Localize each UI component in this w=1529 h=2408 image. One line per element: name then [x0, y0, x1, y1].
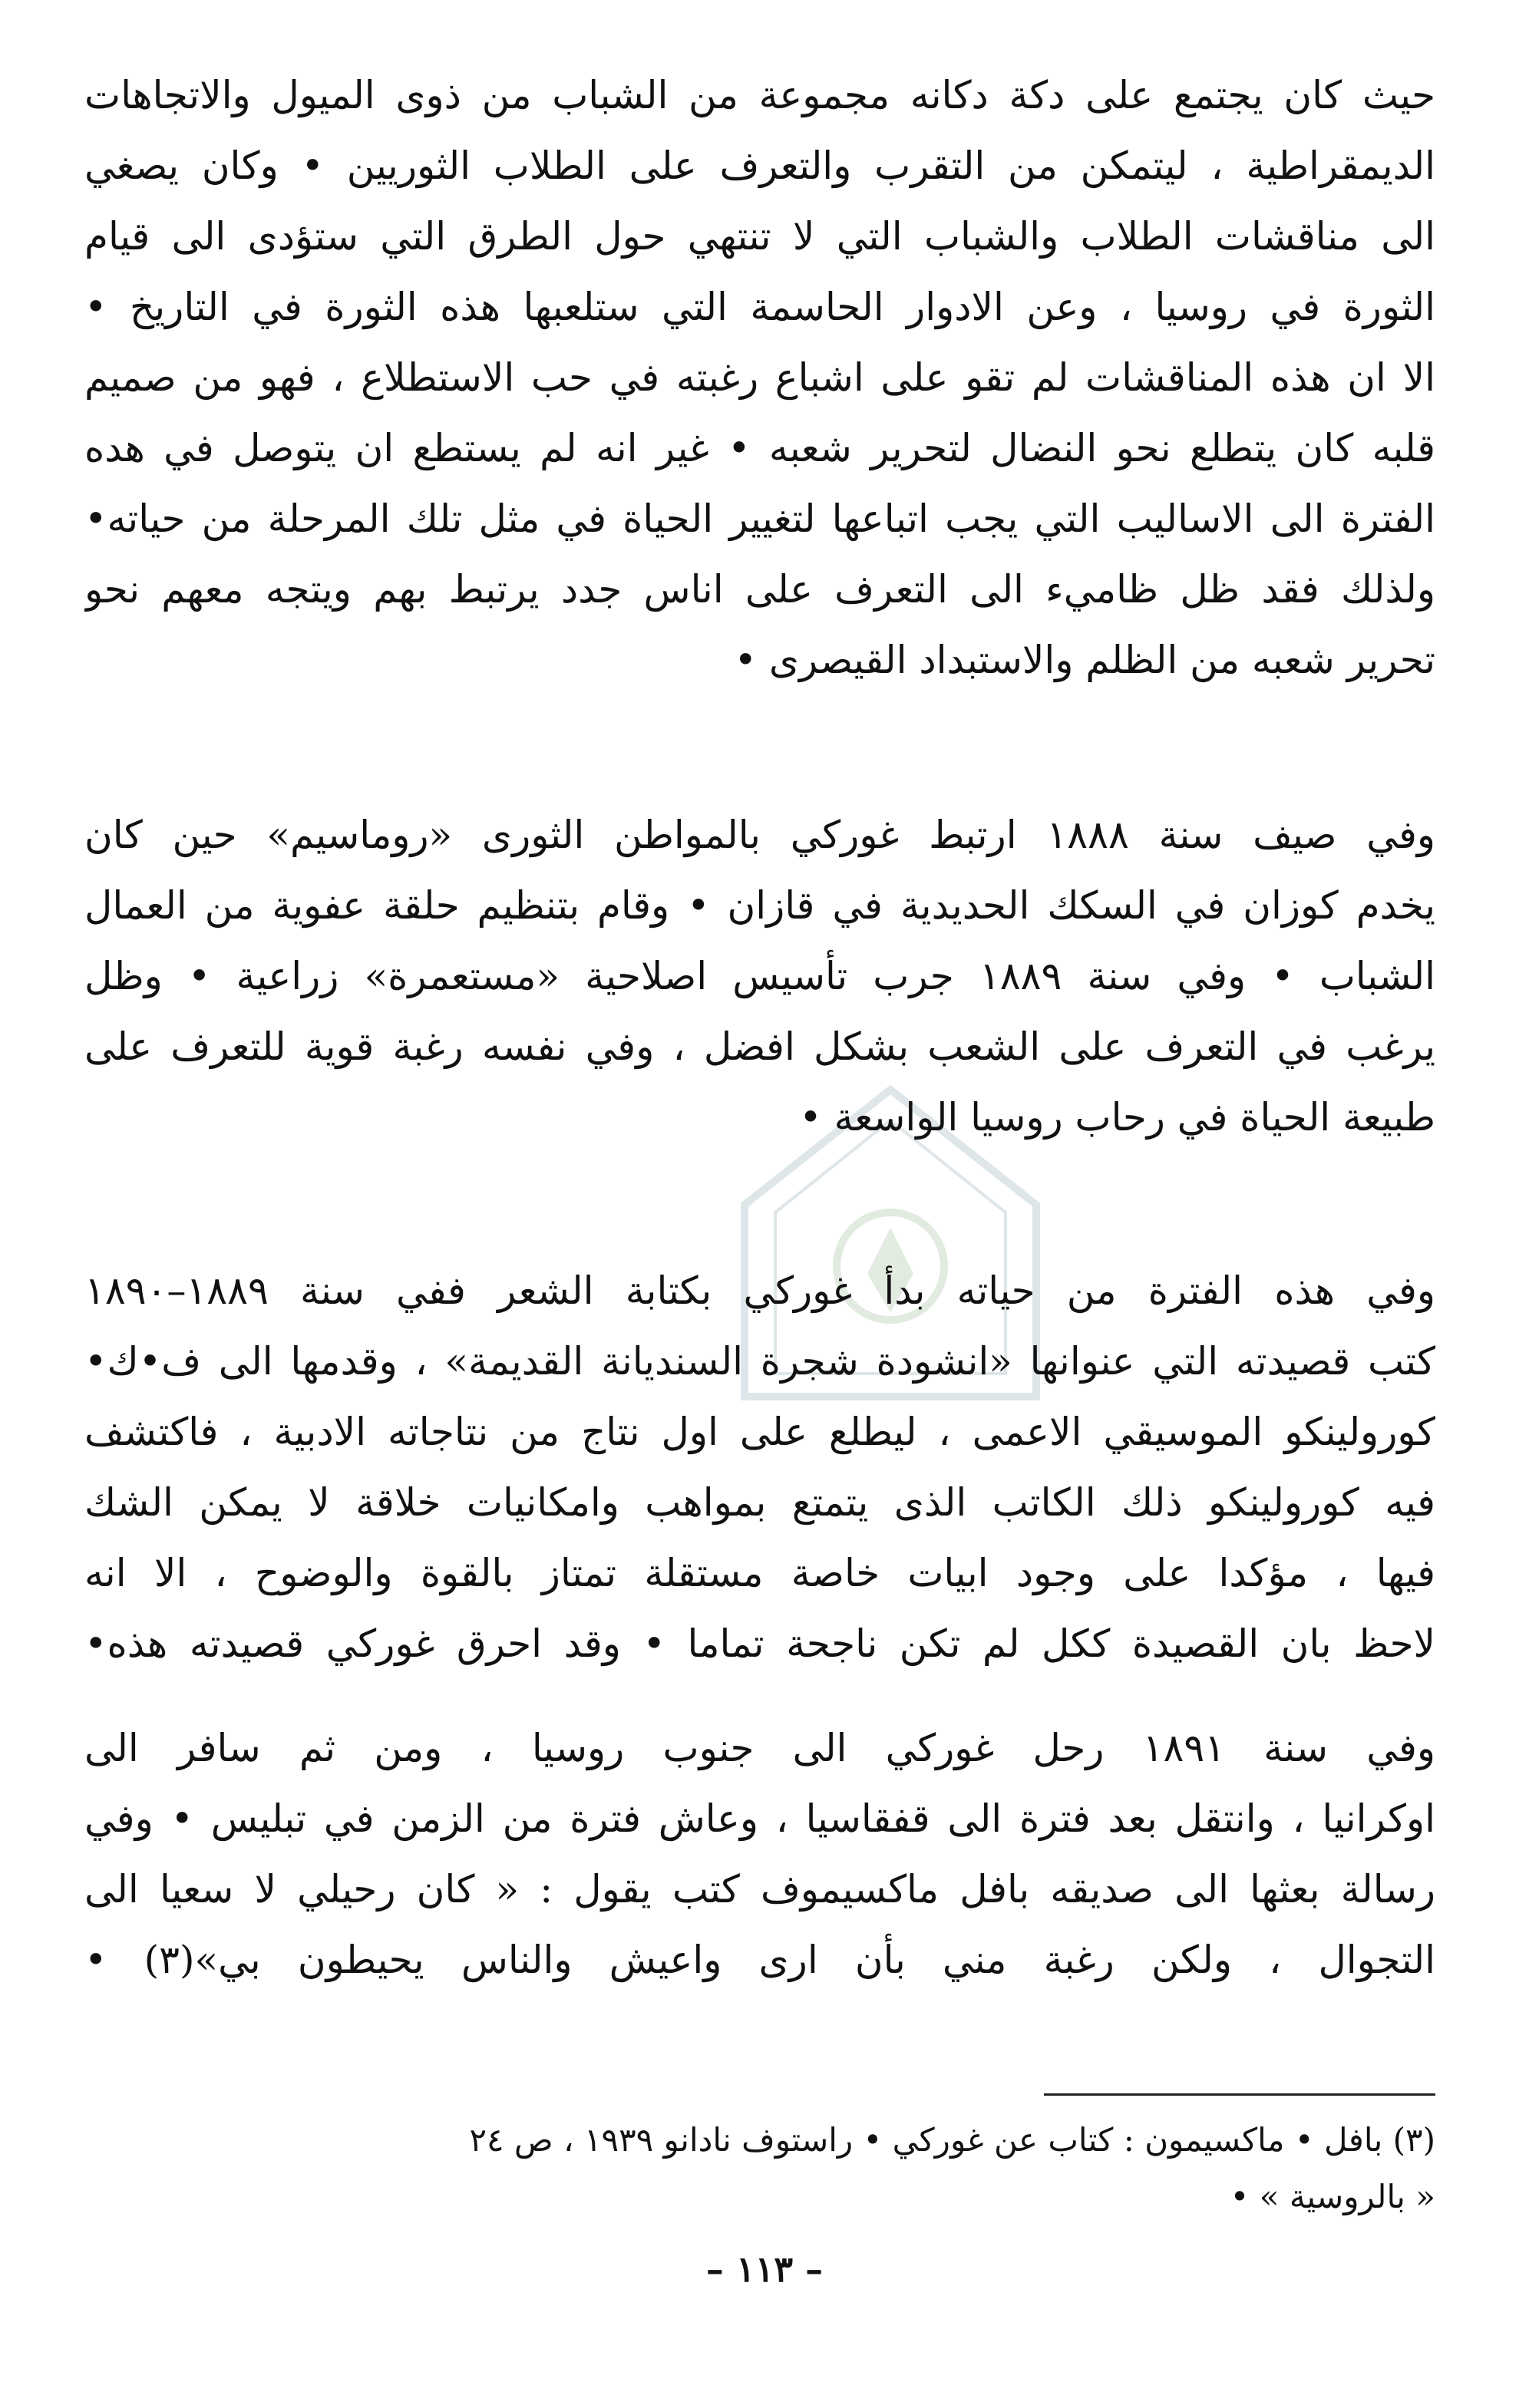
text-line: الديمقراطية ، ليتمكن من التقرب والتعرف على الطلاب الثوريين • وكان يصغي: [84, 143, 1435, 188]
text-line: تحرير شعبه من الظلم والاستبداد القيصرى •: [734, 638, 1435, 682]
text-line: لاحظ بان القصيدة ككل لم تكن ناجحة تماما • وقد احرق غوركي قصيدته هذه•: [84, 1621, 1435, 1666]
text-line: يخدم كوزان في السكك الحديدية في قازان • وقام بتنظيم حلقة عفوية من العمال: [84, 883, 1435, 928]
text-line: فيه كورولينكو ذلك الكاتب الذى يتمتع بمواهب وامكانيات خلاقة لا يمكن الشك: [84, 1480, 1435, 1525]
text-line: حيث كان يجتمع على دكة دكانه مجموعة من الشباب من ذوى الميول والاتجاهات: [84, 73, 1435, 117]
paragraph-4: [84, 1713, 1435, 1995]
text-line: قلبه كان يتطلع نحو النضال لتحرير شعبه • غير انه لم يستطع ان يتوصل في هده: [84, 426, 1435, 470]
text-line: وفي صيف سنة ١٨٨٨ ارتبط غوركي بالمواطن الثورى «روماسيم» حين كان: [84, 813, 1435, 857]
paragraph-1: [84, 60, 1435, 695]
text-line: فيها ، مؤكدا على وجود ابيات خاصة مستقلة تمتاز بالقوة والوضوح ، الا انه: [84, 1551, 1435, 1595]
text-line: الا ان هذه المناقشات لم تقو على اشباع رغبته في حب الاستطلاع ، فهو من صميم: [84, 355, 1435, 400]
text-line: اوكرانيا ، وانتقل بعد فترة الى قفقاسيا ، وعاش فترة من الزمن في تبليس • وفي: [84, 1796, 1435, 1841]
text-line: طبيعة الحياة في رحاب روسيا الواسعة •: [799, 1095, 1435, 1140]
footnote: [84, 2112, 1435, 2225]
text-line: الثورة في روسيا ، وعن الادوار الحاسمة التي ستلعبها هذه الثورة في التاريخ •: [84, 285, 1435, 329]
text-line: وفي سنة ١٨٩١ رحل غوركي الى جنوب روسيا ، ومن ثم سافر الى: [84, 1726, 1435, 1770]
text-line: يرغب في التعرف على الشعب بشكل افضل ، وفي نفسه رغبة قوية للتعرف على: [84, 1024, 1435, 1069]
footnote-line: (٣) بافل • ماكسيمون : كتاب عن غوركي • راستوف نادانو ١٩٣٩ ، ص ٢٤: [469, 2121, 1435, 2159]
text-line: التجوال ، ولكن رغبة مني بأن ارى واعيش والناس يحيطون بي»(٣) •: [84, 1938, 1435, 1982]
page-number: – ١١٣ –: [705, 2248, 824, 2290]
text-line: الى مناقشات الطلاب والشباب التي لا تنتهي حول الطرق التي ستؤدى الى قيام: [84, 214, 1435, 259]
paragraph-3: [84, 1255, 1435, 1679]
paragraph-2: [84, 800, 1435, 1153]
footnote-separator: [1044, 2093, 1435, 2096]
text-line: وفي هذه الفترة من حياته بدأ غوركي بكتابة الشعر ففي سنة ١٨٨٩–١٨٩٠: [84, 1268, 1435, 1313]
text-line: ولذلك فقد ظل ظاميء الى التعرف على اناس جدد يرتبط بهم ويتجه معهم نحو: [84, 567, 1435, 612]
text-line: رسالة بعثها الى صديقه بافل ماكسيموف كتب يقول : « كان رحيلي لا سعيا الى: [84, 1867, 1435, 1912]
footnote-line: « بالروسية » •: [1230, 2178, 1435, 2215]
text-line: الفترة الى الاساليب التي يجب اتباعها لتغيير الحياة في مثل تلك المرحلة من حياته•: [84, 496, 1435, 541]
text-line: الشباب • وفي سنة ١٨٨٩ جرب تأسيس اصلاحية «مستعمرة» زراعية • وظل: [84, 954, 1435, 998]
text-line: كتب قصيدته التي عنوانها «انشودة شجرة السنديانة القديمة» ، وقدمها الى ف•ك•: [84, 1339, 1435, 1384]
text-line: كورولينكو الموسيقي الاعمى ، ليطلع على اول نتاج من نتاجاته الادبية ، فاكتشف: [84, 1410, 1435, 1454]
